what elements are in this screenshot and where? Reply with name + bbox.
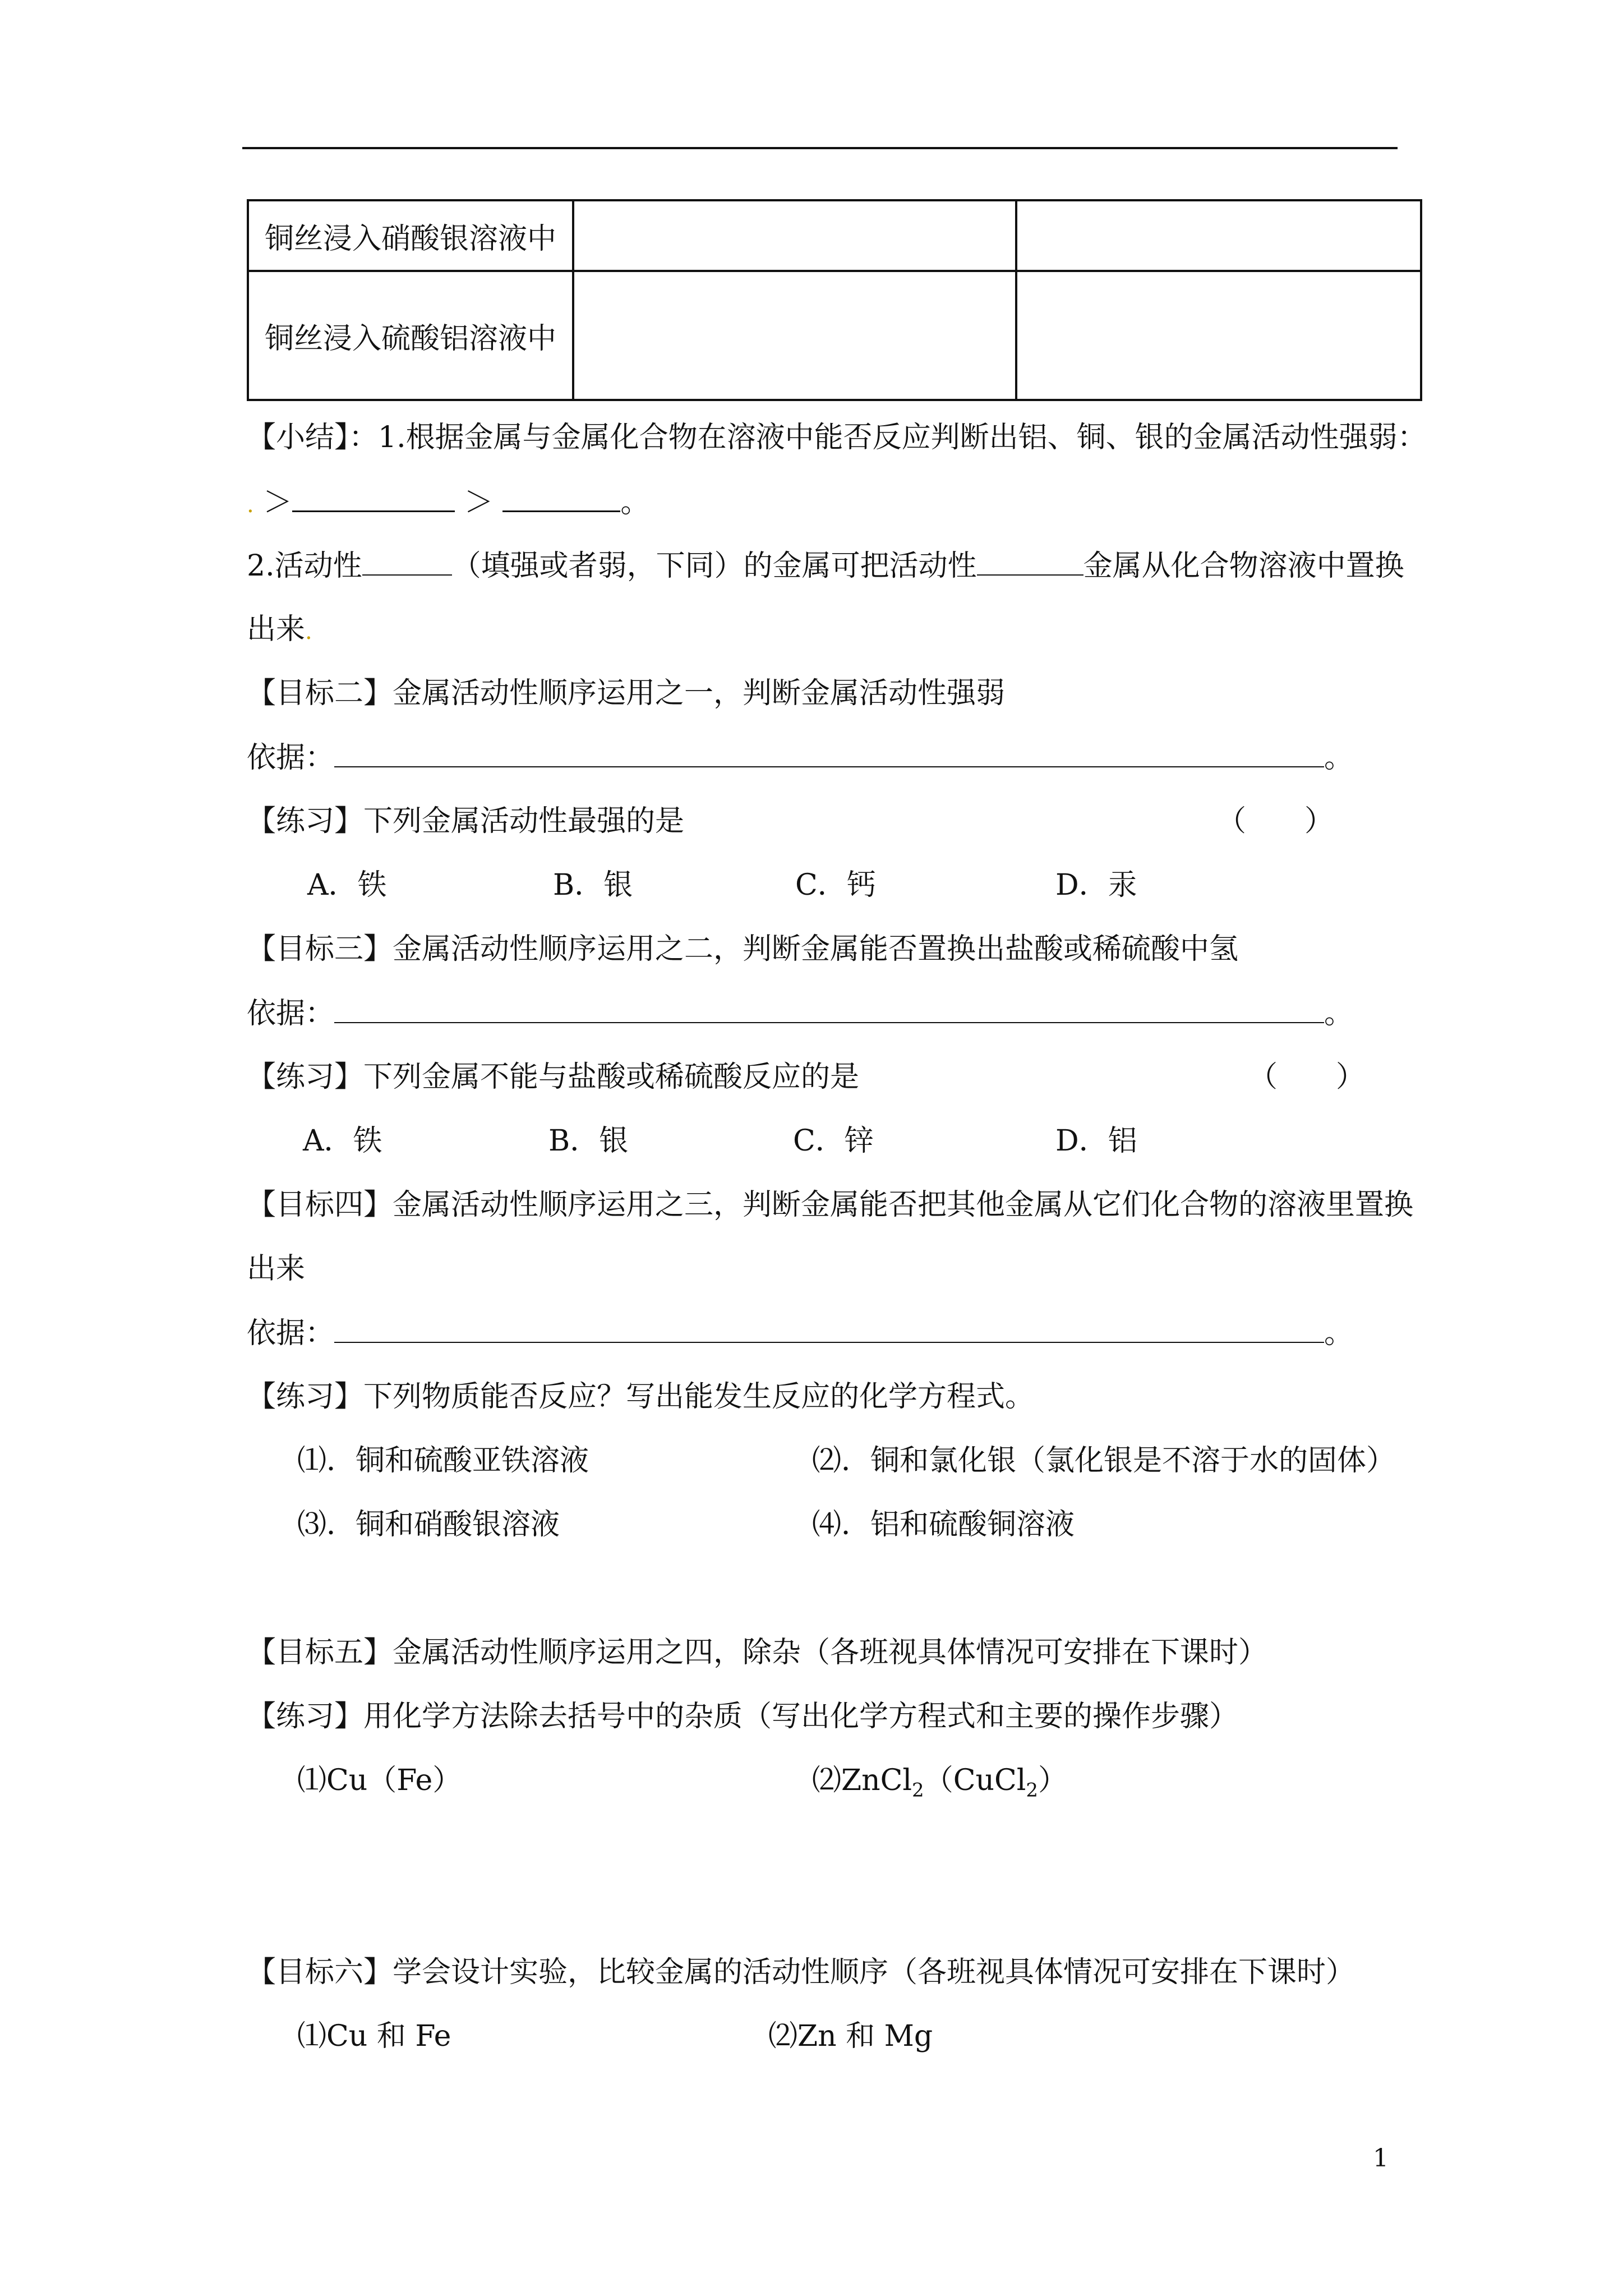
period: 。 [620,486,650,519]
option-d: D．铝 [1055,1124,1137,1158]
dot-mark: . [247,492,254,518]
subscript: 2 [912,1779,924,1802]
summary-line-1: 【小结】：1.根据金属与金属化合物在溶液中能否反应判断出铝、铜、银的金属活动性强弱： [247,421,1427,454]
experiment-table [247,199,1422,401]
goal3-exercise: 【练习】下列金属不能与盐酸或稀硫酸反应的是 [247,1060,860,1094]
goal4-title-cont: 出来 [247,1252,306,1286]
table-cell [1016,271,1421,400]
period: 。 [1324,997,1354,1030]
blank [334,995,1324,1023]
option-d: D．汞 [1055,868,1137,902]
table-cell [573,271,1016,400]
gt-sign: ＞ [263,486,293,519]
option-c: C．钙 [795,868,876,902]
exercise-item [812,1763,1067,1808]
goal4-exercise: 【练习】下列物质能否反应？写出能发生反应的化学方程式。 [247,1380,1035,1414]
answer-paren: （ ） [1217,804,1334,838]
basis-label: 依据： [247,997,335,1030]
option-b: B．银 [553,868,633,902]
dot-mark: . [305,619,312,645]
summary-line-2 [247,547,1404,584]
text: 金属从化合物溶液中置换 [1083,549,1404,583]
goal5-exercise: 【练习】用化学方法除去括号中的杂质（写出化学方程式和主要的操作步骤） [247,1700,1239,1733]
goal6-title: 【目标六】学会设计实验，比较金属的活动性顺序（各班视具体情况可安排在下课时） [247,1955,1355,1989]
subscript: 2 [1026,1779,1039,1802]
goal3-title: 【目标三】金属活动性顺序运用之二，判断金属能否置换出盐酸或稀硫酸中氢 [247,932,1239,966]
option-c: C．锌 [793,1124,874,1158]
option-a: A．铁 [303,1124,382,1158]
table-cell-label: 铜丝浸入硝酸银溶液中 [248,200,573,271]
goal5-title: 【目标五】金属活动性顺序运用之四，除杂（各班视具体情况可安排在下课时） [247,1636,1268,1669]
goal4-title: 【目标四】金属活动性顺序运用之三，判断金属能否把其他金属从它们化合物的溶液里置换 [247,1188,1414,1222]
table-cell [1016,200,1421,271]
header-rule [242,147,1398,149]
text: ⑵ZnCl [812,1764,912,1797]
blank [362,547,452,576]
summary-ranking-line [247,484,649,523]
period: 。 [1324,1317,1354,1350]
goal4-basis [247,1315,1353,1351]
period: 。 [1324,741,1354,775]
blank [502,484,620,512]
text: （填强或者弱，下同）的金属可把活动性 [451,549,977,583]
blank [977,547,1083,576]
exercise-item: ⑶．铜和硝酸银溶液 [297,1508,560,1542]
page-number: 1 [1373,2144,1389,2173]
exercise-item: ⑴Cu 和 Fe [297,2019,451,2053]
exercise-item: ⑵Zn 和 Mg [768,2019,933,2053]
table-cell [573,200,1016,271]
text: 出来 [247,613,306,646]
option-a: A．铁 [307,868,387,902]
exercise-item: ⑴Cu（Fe） [297,1764,462,1797]
goal3-basis [247,995,1353,1032]
text: （CuCl [924,1764,1026,1797]
exercise-item: ⑵．铜和氯化银（氯化银是不溶于水的固体） [812,1444,1396,1478]
table-row [248,271,1421,400]
blank [334,739,1324,767]
answer-paren: （ ） [1248,1060,1366,1094]
goal2-title: 【目标二】金属活动性顺序运用之一，判断金属活动性强弱 [247,677,1006,710]
option-b: B．银 [548,1124,629,1158]
gt-sign: ＞ [464,486,494,519]
table-row [248,200,1421,271]
blank [292,484,455,512]
exercise-item: ⑴．铜和硫酸亚铁溶液 [297,1444,589,1478]
goal2-basis [247,739,1353,776]
basis-label: 依据： [247,1317,335,1350]
exercise-item: ⑷．铝和硫酸铜溶液 [812,1508,1075,1542]
table-cell-label: 铜丝浸入硫酸铝溶液中 [248,271,573,400]
blank [334,1315,1324,1343]
basis-label: 依据： [247,741,335,775]
text: 2.活动性 [247,549,362,583]
summary-line-3 [247,611,312,650]
goal2-exercise: 【练习】下列金属活动性最强的是 [247,804,685,838]
text: ） [1038,1764,1068,1797]
